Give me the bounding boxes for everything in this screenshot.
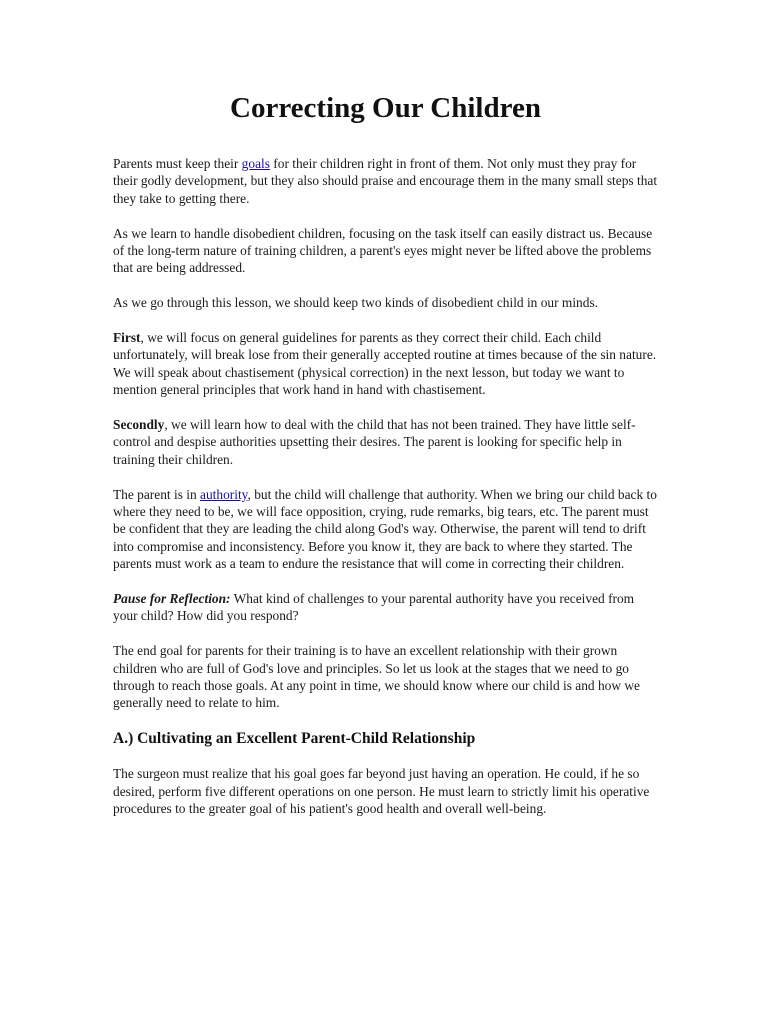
paragraph-text: , we will learn how to deal with the child that has not been trained. They have little self-control and despise authorities upsetting their desires. The parent is looking for specific help in training their children.: [113, 417, 636, 467]
paragraph-text: What kind of challenges to your parental authority have you received from your child? How did you respond?: [113, 591, 635, 624]
first-lead: First: [113, 330, 141, 346]
paragraph-authority: [113, 486, 658, 573]
paragraph-text: , but the child will challenge that authority. When we bring our child back to where they need to be, we will face opposition, crying, rude remarks, big tears, etc. The parent must be confident that they are leading the child along God's way. Otherwise, the parent will tend to drift into compromise and inconsistency. Before you know it, they are back to where they started. The parents must work as a team to endure the resistance that will come in correcting their children.: [113, 486, 657, 572]
paragraph-two-kinds: As we go through this lesson, we should keep two kinds of disobedient child in our minds.: [113, 295, 598, 311]
paragraph-surgeon: The surgeon must realize that his goal goes far beyond just having an operation. He could, if he so desired, perform five different operations on one person. He must learn to strictly limit his operative procedures to the greater goal of his patient's good health and overall well-being.: [113, 766, 650, 817]
secondly-lead: Secondly: [113, 417, 165, 433]
authority-link[interactable]: authority: [200, 486, 248, 502]
paragraph-first: [113, 329, 658, 399]
document-page: [113, 88, 658, 835]
section-heading-a: A.) Cultivating an Excellent Parent-Child Relationship: [113, 730, 476, 748]
reflection-label: Pause for Reflection:: [113, 591, 231, 607]
paragraph-secondly: [113, 416, 658, 468]
paragraph-text: The parent is in: [113, 486, 201, 502]
paragraph-distraction: As we learn to handle disobedient children, focusing on the task itself can easily distract us. Because of the long-term nature of training children, a parent's eyes might never be lifted above the problems that are being addressed.: [113, 225, 653, 276]
page-title: Correcting Our Children: [230, 92, 541, 124]
paragraph-text: for their children right in front of them. Not only must they pray for their godly development, but they also should praise and encourage them in the many small steps that they take to getting there.: [113, 156, 658, 206]
paragraph-text: , we will focus on general guidelines for parents as they correct their child. Each child unfortunately, will break lose from their generally accepted routine at times because of the sin nature. We will speak about chastisement (physical correction) in the next lesson, but today we want to mention general principles that work hand in hand with chastisement.: [113, 330, 657, 398]
paragraph-end-goal: The end goal for parents for their training is to have an excellent relationship with their grown children who are full of God's love and principles. So let us look at the stages that we need to go through to reach those goals. At any point in time, we should know where our child is and how we generally need to relate to him.: [113, 643, 640, 711]
paragraph-goals: [113, 155, 658, 207]
paragraph-reflection: [113, 590, 658, 625]
goals-link[interactable]: goals: [241, 156, 270, 171]
paragraph-text: Parents must keep their: [113, 156, 242, 171]
